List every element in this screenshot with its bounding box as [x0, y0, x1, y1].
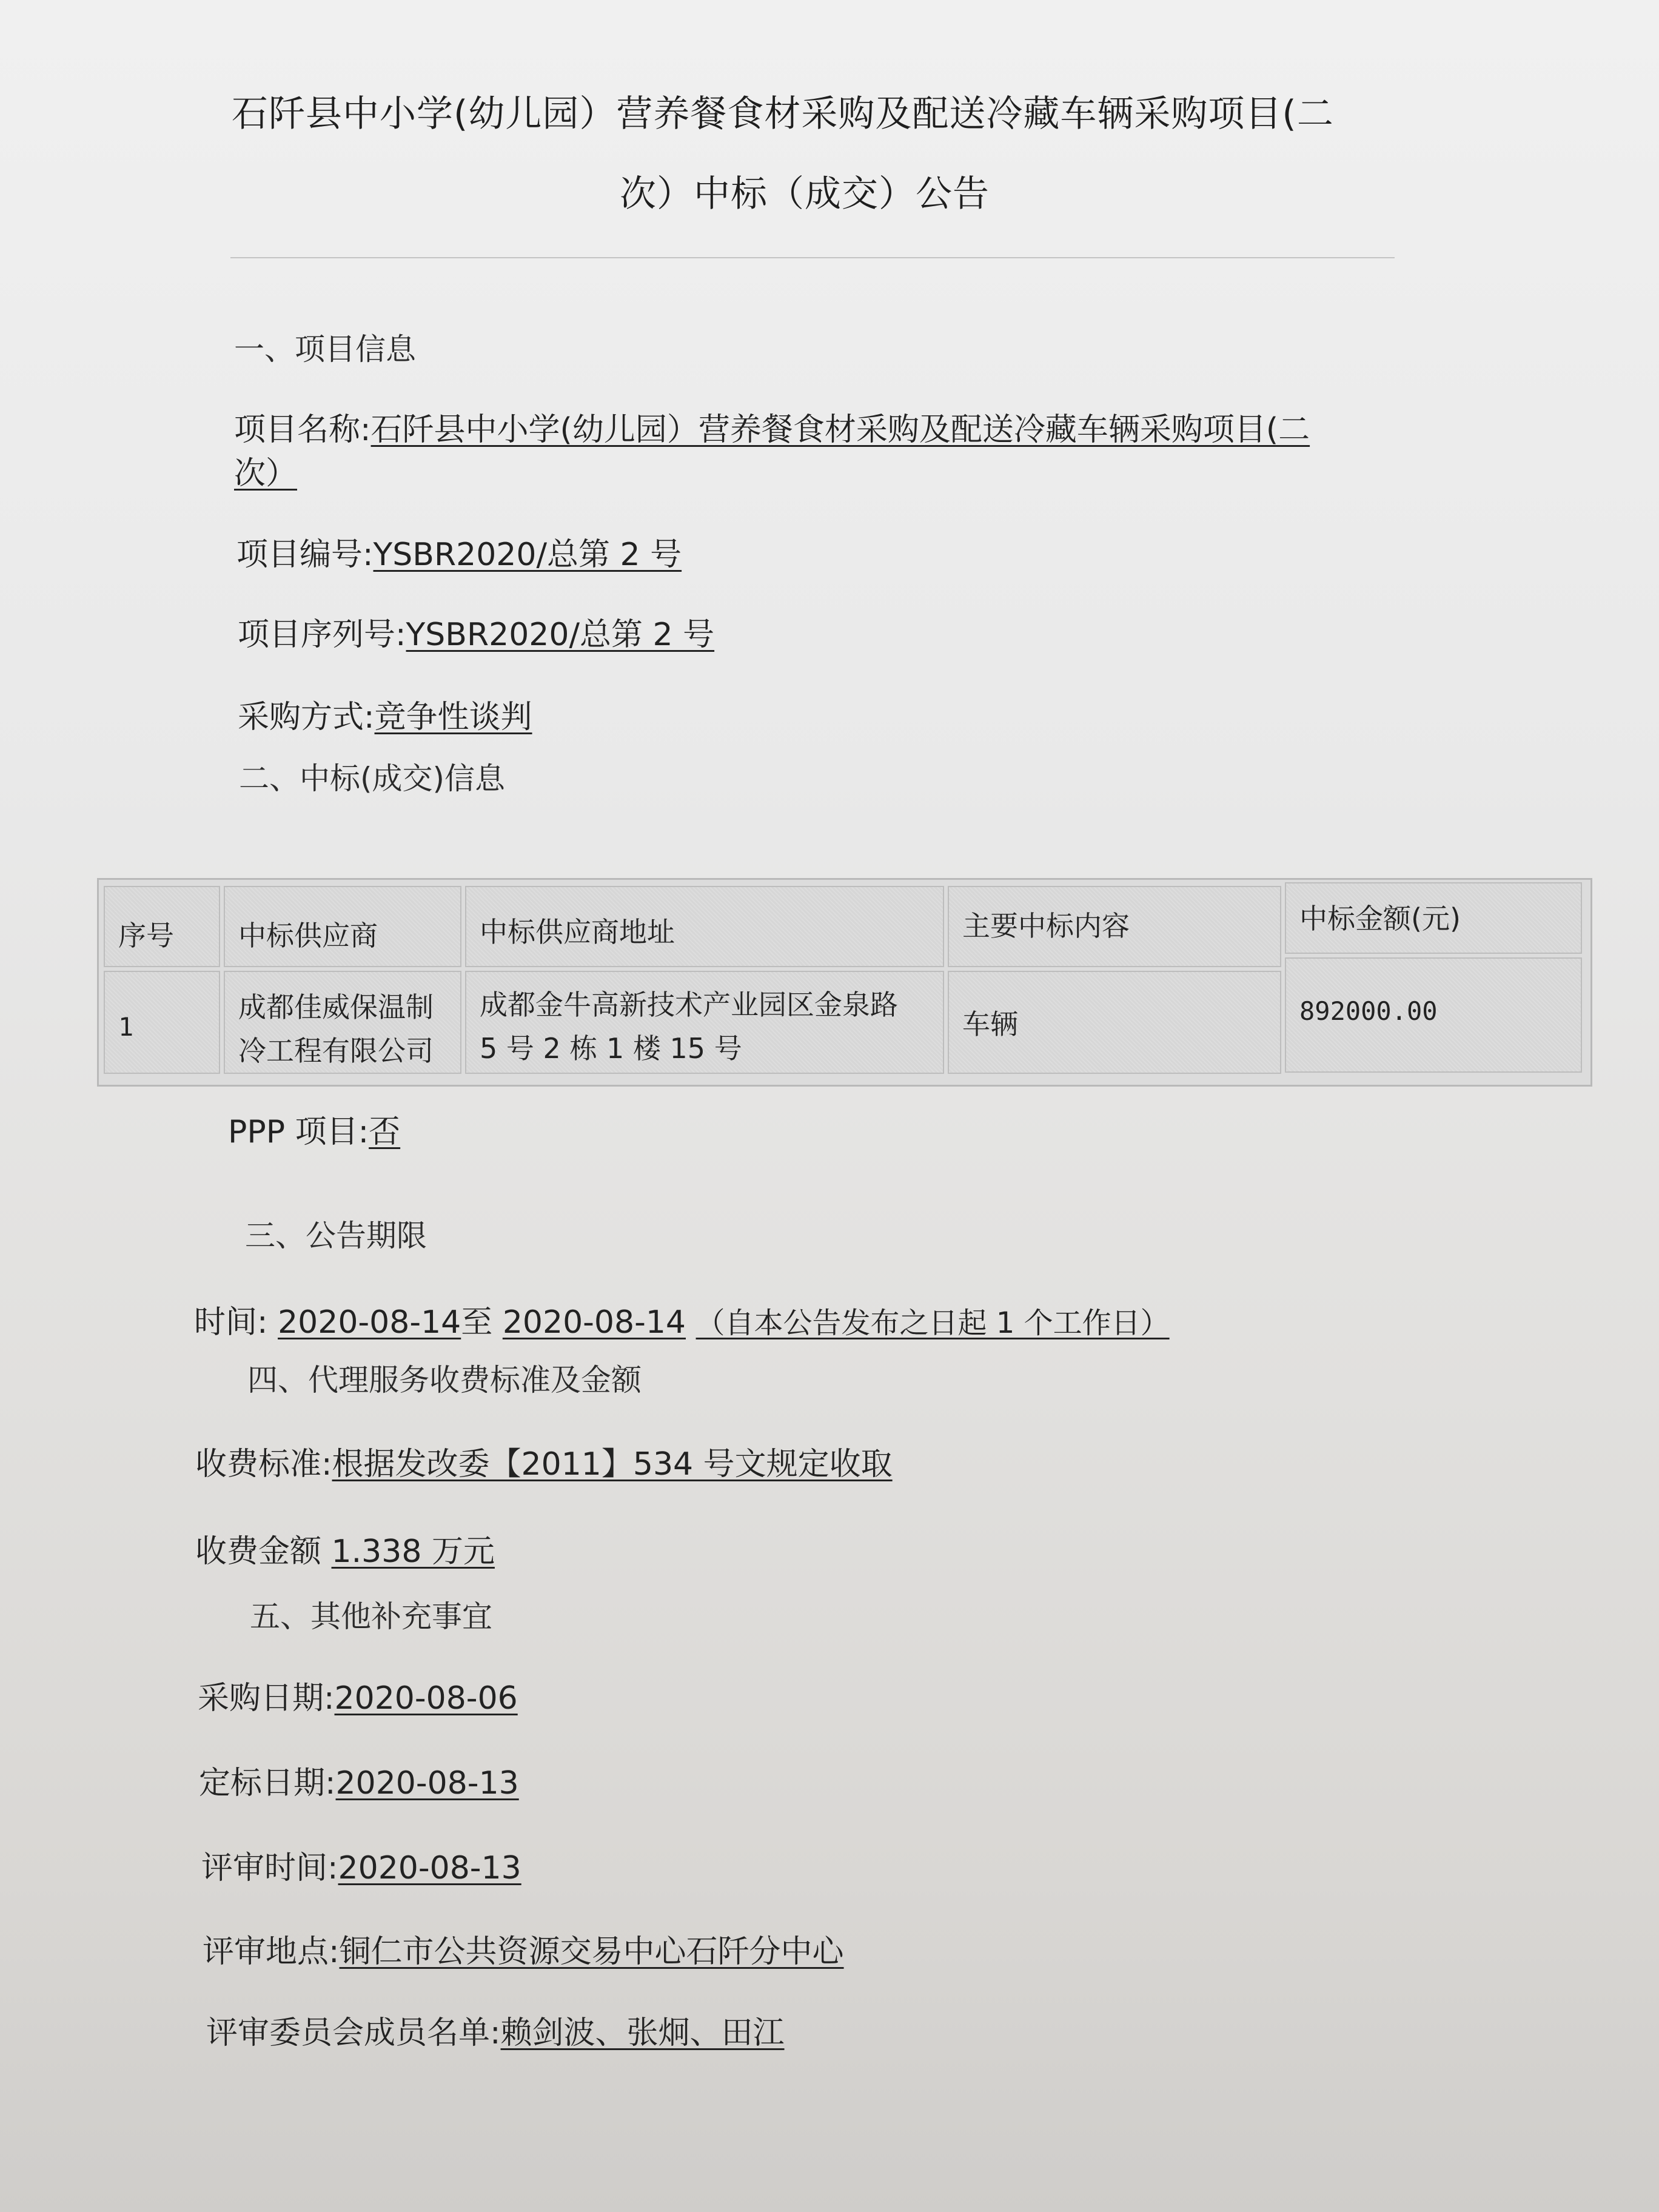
- ppp-value: 否: [369, 1114, 401, 1150]
- project-name-row: [234, 404, 1310, 449]
- award-table: [97, 878, 1592, 1087]
- table-header-cell: [224, 886, 461, 967]
- award-date-label: 定标日期:: [199, 1765, 336, 1801]
- purchase-method-label: 采购方式:: [238, 699, 375, 736]
- table-row: [465, 971, 944, 1074]
- row-address-line2: 5 号 2 栋 1 楼 15 号: [480, 1032, 742, 1065]
- section-heading-agency-fee: 四、代理服务收费标准及金额: [247, 1362, 642, 1398]
- fee-standard-row: [195, 1438, 893, 1484]
- section-heading-notice-period: 三、公告期限: [245, 1218, 427, 1253]
- review-time-value: 2020-08-13: [338, 1850, 521, 1886]
- award-date-value: 2020-08-13: [335, 1765, 519, 1801]
- notice-to: 至: [461, 1304, 493, 1341]
- table-row: [224, 971, 461, 1074]
- committee-row: [206, 2007, 785, 2053]
- fee-standard-label: 收费标准:: [195, 1446, 332, 1483]
- section-heading-other: 五、其他补充事宜: [250, 1599, 492, 1634]
- project-serial-label: 项目序列号:: [238, 617, 406, 653]
- fee-standard-value: 根据发改委【2011】534 号文规定收取: [332, 1446, 893, 1483]
- project-serial-value: YSBR2020/总第 2 号: [406, 617, 715, 653]
- project-code-row: [236, 529, 682, 574]
- fee-amount-value: 1.338 万元: [331, 1533, 495, 1570]
- section-heading-project-info: 一、项目信息: [234, 332, 416, 367]
- ppp-row: [228, 1106, 400, 1151]
- committee-label: 评审委员会成员名单:: [206, 2015, 501, 2051]
- project-code-label: 项目编号:: [236, 537, 374, 573]
- project-name-label: 项目名称:: [234, 412, 371, 448]
- purchase-date-label: 采购日期:: [198, 1680, 335, 1717]
- notice-note: （自本公告发布之日起 1 个工作日）: [695, 1306, 1170, 1340]
- purchase-date-value: 2020-08-06: [334, 1680, 518, 1717]
- page-title-line2: 次）中标（成交）公告: [620, 173, 990, 215]
- project-serial-row: [238, 609, 714, 654]
- row-supplier-line2: 冷工程有限公司: [238, 1034, 434, 1067]
- row-amount: 892000.00: [1299, 996, 1438, 1026]
- table-row: [1285, 957, 1582, 1073]
- project-name-value-cont: 次）: [234, 455, 298, 492]
- review-place-label: 评审地点:: [203, 1934, 340, 1970]
- page-title-line1: 石阡县中小学(幼儿园）营养餐食材采购及配送冷藏车辆采购项目(二: [232, 93, 1334, 135]
- table-header-cell: [104, 886, 220, 967]
- table-row: [104, 971, 220, 1074]
- fee-amount-row: [195, 1526, 495, 1571]
- project-name-row-cont: [234, 447, 297, 493]
- purchase-method-row: [238, 691, 532, 737]
- award-date-row: [199, 1757, 519, 1803]
- section-heading-award-info: 二、中标(成交)信息: [239, 761, 506, 796]
- project-name-value: 石阡县中小学(幼儿园）营养餐食材采购及配送冷藏车辆采购项目(二: [370, 412, 1310, 448]
- row-supplier-line1: 成都佳威保温制: [238, 991, 434, 1024]
- purchase-method-value: 竞争性谈判: [374, 699, 532, 736]
- header-content: 主要中标内容: [962, 910, 1130, 942]
- row-address-line1: 成都金牛高新技术产业园区金泉路: [480, 988, 898, 1021]
- ppp-label: PPP 项目:: [228, 1114, 369, 1150]
- table-header-cell: [1285, 882, 1582, 954]
- committee-value: 赖剑波、张炯、田江: [500, 2015, 785, 2051]
- review-time-label: 评审时间:: [201, 1850, 338, 1886]
- header-supplier: 中标供应商: [238, 919, 378, 952]
- notice-time-label: 时间:: [194, 1304, 268, 1341]
- notice-time-row: [194, 1296, 1170, 1342]
- table-header-cell: [948, 886, 1281, 967]
- header-no: 序号: [118, 919, 174, 952]
- purchase-date-row: [198, 1672, 518, 1718]
- row-content: 车辆: [962, 1008, 1018, 1041]
- title-divider: [230, 257, 1395, 258]
- row-no: 1: [118, 1012, 134, 1042]
- header-address: 中标供应商地址: [480, 916, 675, 948]
- review-place-row: [203, 1926, 844, 1971]
- table-row: [948, 971, 1281, 1074]
- notice-end-date: 2020-08-14: [502, 1304, 686, 1341]
- table-header-cell: [465, 886, 944, 967]
- review-place-value: 铜仁市公共资源交易中心石阡分中心: [339, 1934, 844, 1970]
- notice-start-date: 2020-08-14: [278, 1304, 461, 1341]
- project-code-value: YSBR2020/总第 2 号: [373, 537, 682, 573]
- fee-amount-label: 收费金额: [195, 1533, 322, 1570]
- review-time-row: [201, 1842, 521, 1888]
- header-amount: 中标金额(元): [1299, 902, 1461, 935]
